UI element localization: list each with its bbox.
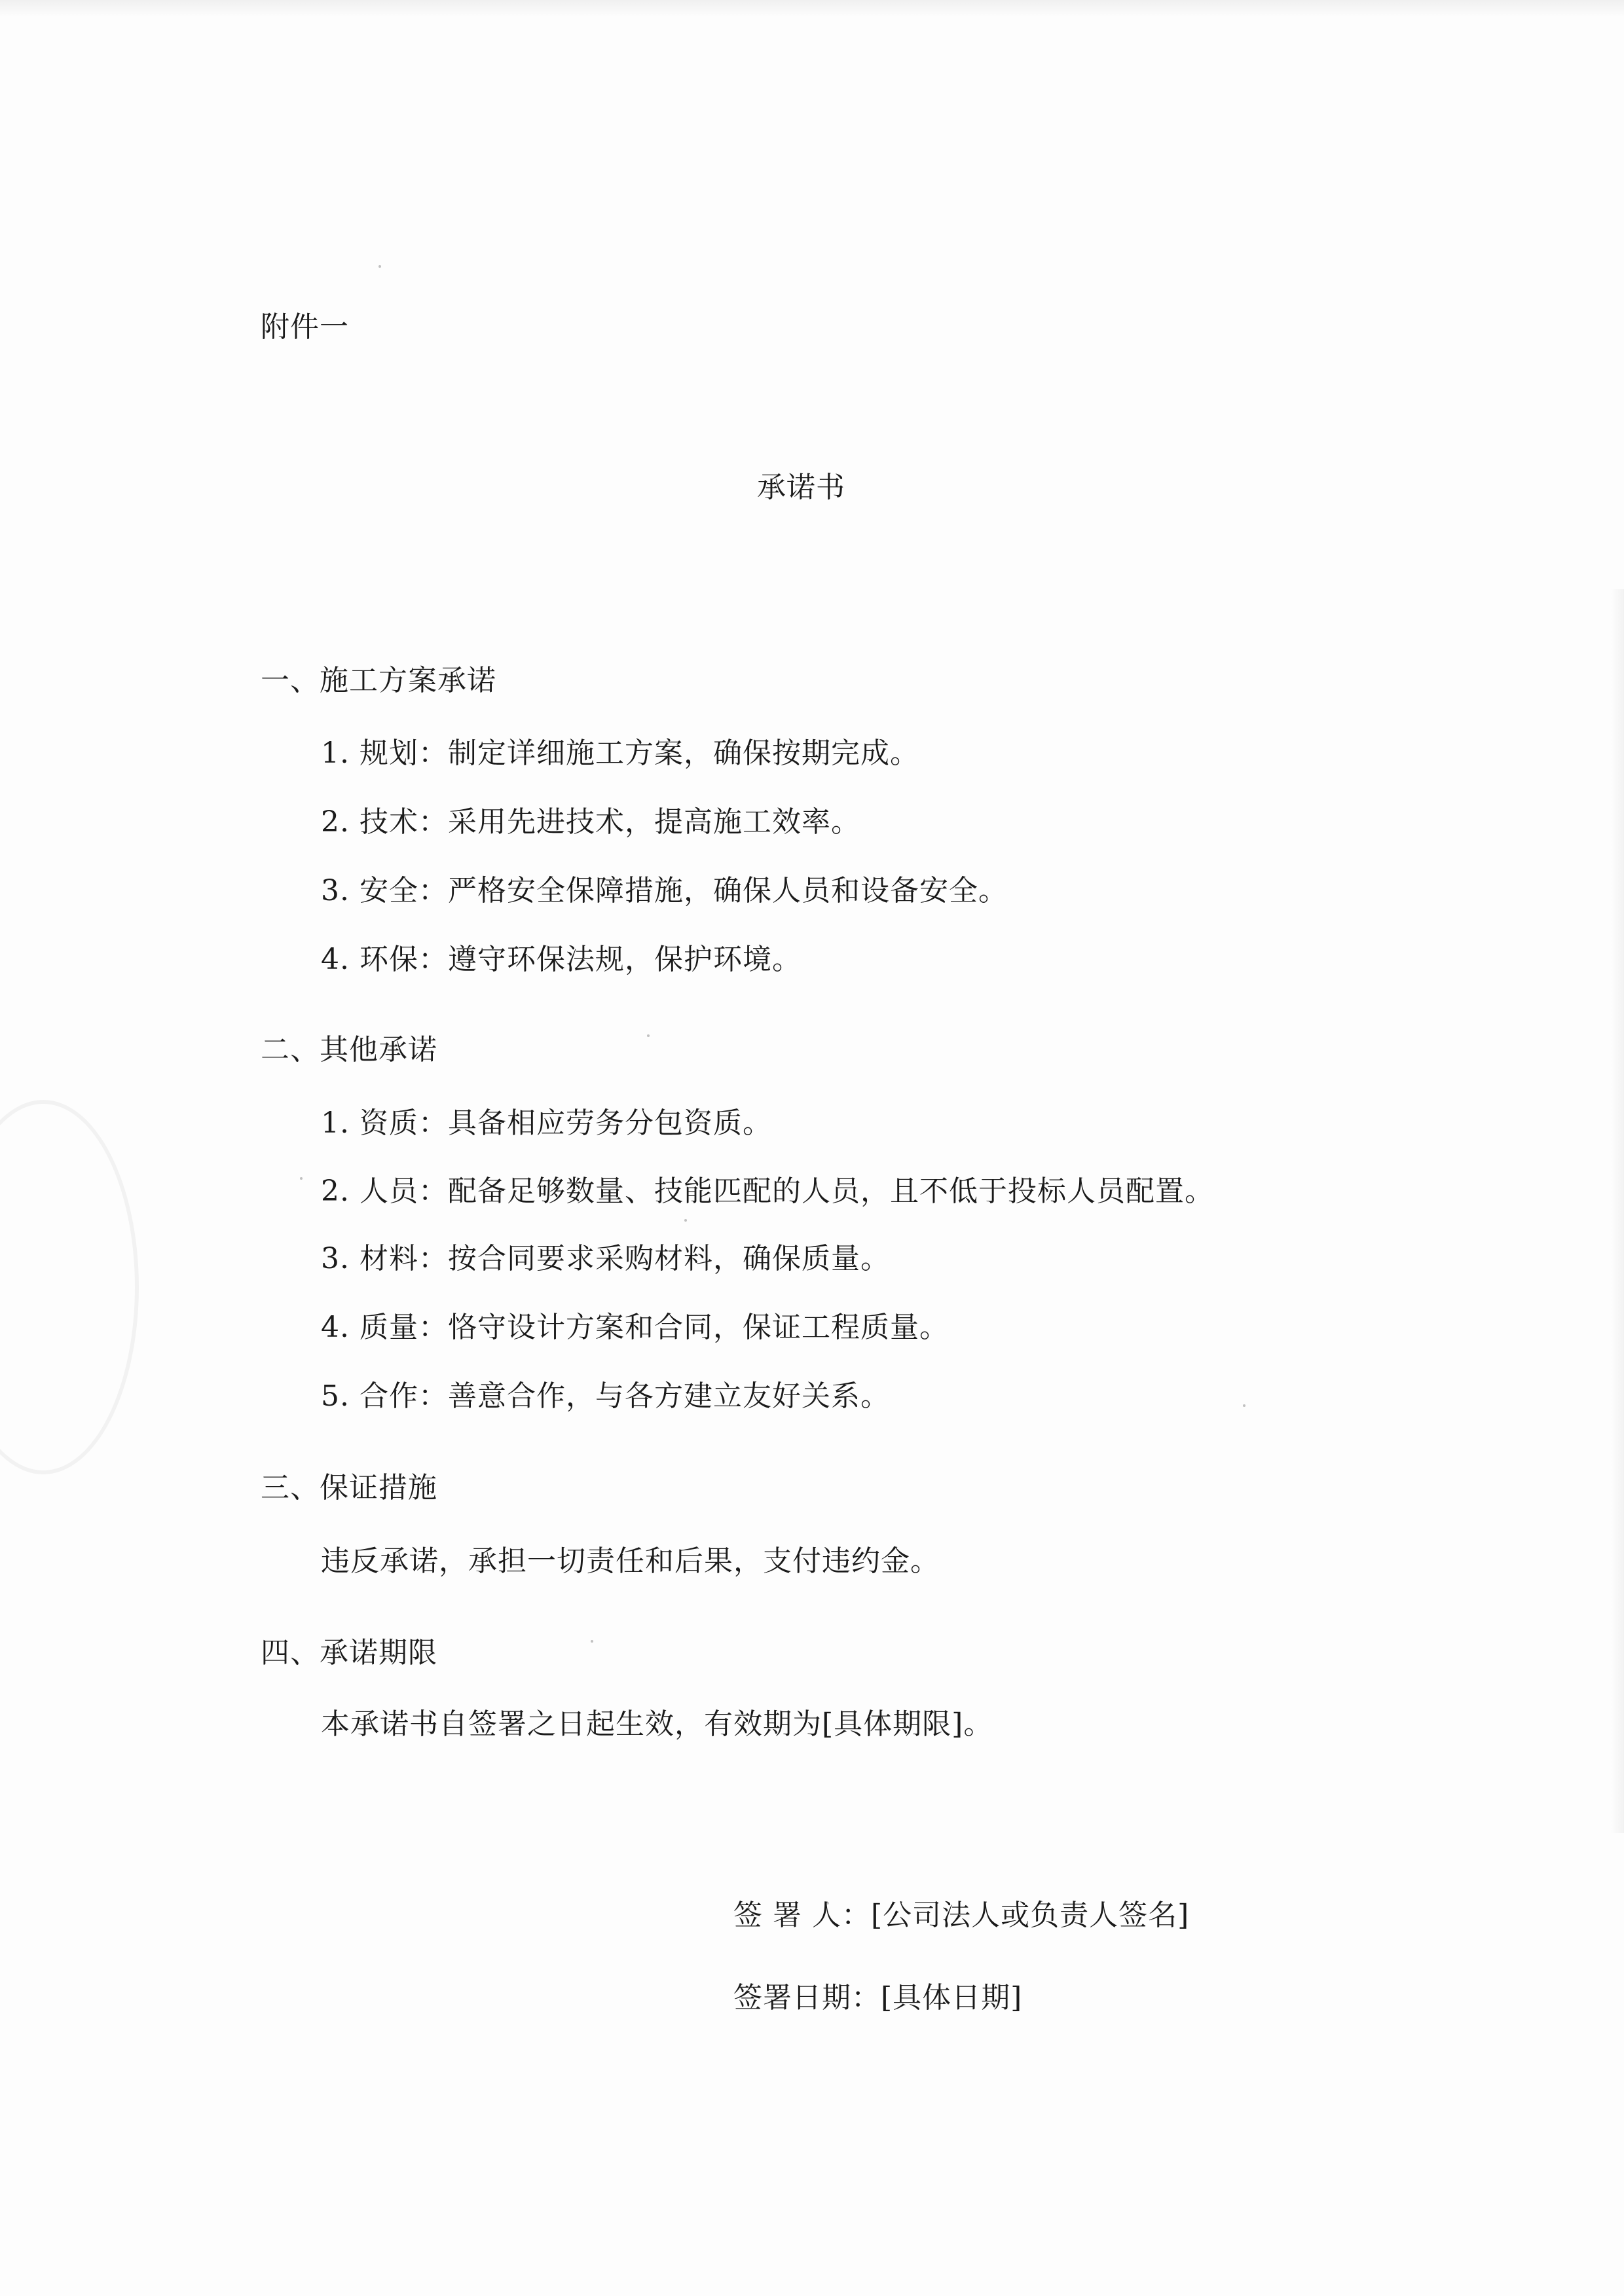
- section-paragraph: 本承诺书自签署之日起生效，有效期为[具体期限]。: [321, 1707, 993, 1741]
- section-heading: 二、其他承诺: [261, 1033, 437, 1066]
- list-item: 1. 资质：具备相应劳务分包资质。: [321, 1106, 772, 1140]
- list-item: 1. 规划：制定详细施工方案，确保按期完成。: [321, 737, 919, 770]
- scan-speck: [647, 1034, 650, 1037]
- document-title: 承诺书: [757, 471, 845, 504]
- list-item: 4. 质量：恪守设计方案和合同，保证工程质量。: [321, 1311, 949, 1344]
- attachment-label: 附件一: [261, 310, 349, 344]
- signer-line: 签 署 人：[公司法人或负责人签名]: [733, 1899, 1190, 1932]
- list-item: 4. 环保：遵守环保法规，保护环境。: [321, 943, 802, 976]
- scan-speck: [300, 1177, 303, 1180]
- scan-speck: [591, 1640, 593, 1643]
- list-item: 2. 人员：配备足够数量、技能匹配的人员，且不低于投标人员配置。: [321, 1175, 1214, 1208]
- list-item: 3. 材料：按合同要求采购材料，确保质量。: [321, 1242, 890, 1275]
- section-heading: 四、承诺期限: [261, 1636, 437, 1669]
- scan-edge-top: [0, 0, 1624, 17]
- list-item: 5. 合作：善意合作，与各方建立友好关系。: [321, 1379, 890, 1413]
- list-item: 3. 安全：严格安全保障措施，确保人员和设备安全。: [321, 874, 1008, 907]
- signing-date-line: 签署日期：[具体日期]: [733, 1981, 1023, 2014]
- scan-edge-right: [1611, 589, 1624, 1833]
- scan-speck: [1243, 1404, 1246, 1407]
- section-heading: 一、施工方案承诺: [261, 664, 496, 697]
- scan-speck: [378, 265, 381, 268]
- scan-speck: [684, 1219, 687, 1222]
- section-heading: 三、保证措施: [261, 1471, 437, 1504]
- list-item: 2. 技术：采用先进技术，提高施工效率。: [321, 805, 860, 839]
- faint-stamp-impression: [0, 1100, 139, 1474]
- section-paragraph: 违反承诺，承担一切责任和后果，支付违约金。: [321, 1544, 940, 1578]
